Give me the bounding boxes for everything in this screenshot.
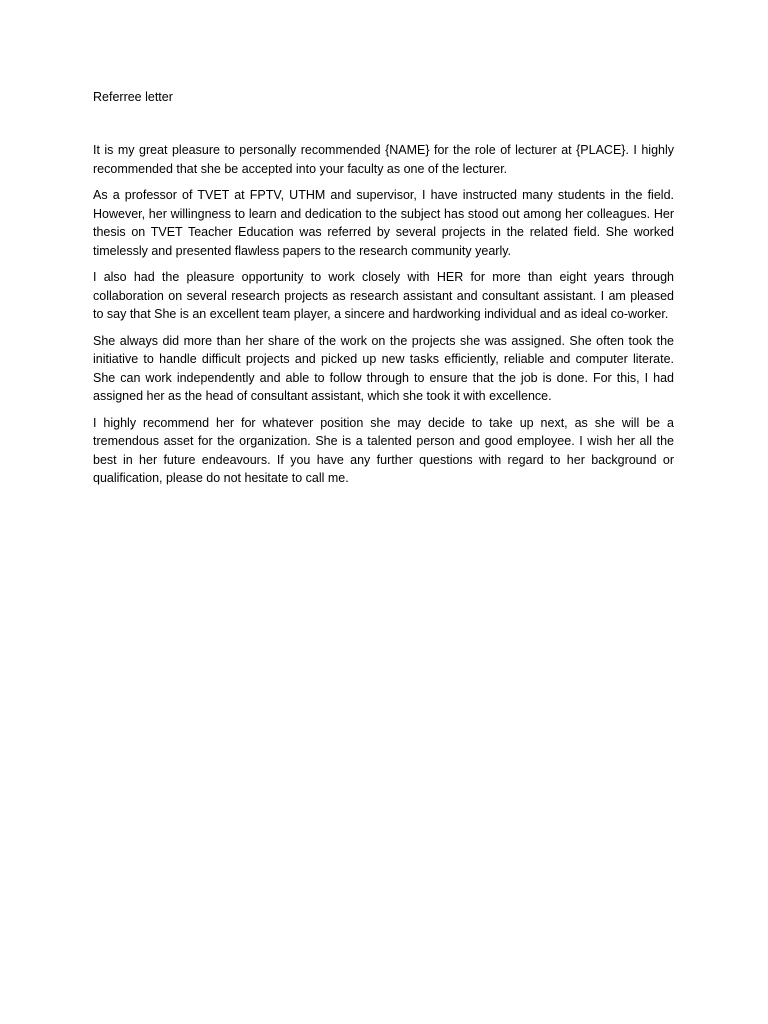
paragraph-work-ethic: She always did more than her share of the work on the projects she was assigned. She often took the initiative to handle difficult projects and picked up new tasks efficiently, reliable and computer literate. She can work independently and able to follow through to ensure that the job is done. For this, I had assigned her as the head of consultant assistant, which she took it with excellence. <box>93 333 674 403</box>
paragraph-supervisor: As a professor of TVET at FPTV, UTHM and supervisor, I have instructed many students in the field. However, her willingness to learn and dedication to the subject has stood out among her colleagues. Her thesis on TVET Teacher Education was referred by several projects in the related field. She worked timelessly and presented flawless papers to the research community yearly. <box>93 188 674 258</box>
paragraph-recommendation: It is my great pleasure to personally recommended {NAME} for the role of lecturer at {PLACE}. I highly recommended that she be accepted into your faculty as one of the lecturer. <box>93 143 674 176</box>
letter-heading: Referree letter <box>93 90 173 104</box>
letter-body <box>93 88 674 496</box>
paragraph-closing: I highly recommend her for whatever position she may decide to take up next, as she will be a tremendous asset for the organization. She is a talented person and good employee. I wish her all the best in her future endeavours. If you have any further questions with regard to her background or qualification, please do not hesitate to call me. <box>93 415 674 485</box>
paragraph-collaboration: I also had the pleasure opportunity to work closely with HER for more than eight years through collaboration on several research projects as research assistant and consultant assistant. I am pleased to say that She is an excellent team player, a sincere and hardworking individual and as ideal co-worker. <box>93 270 674 321</box>
